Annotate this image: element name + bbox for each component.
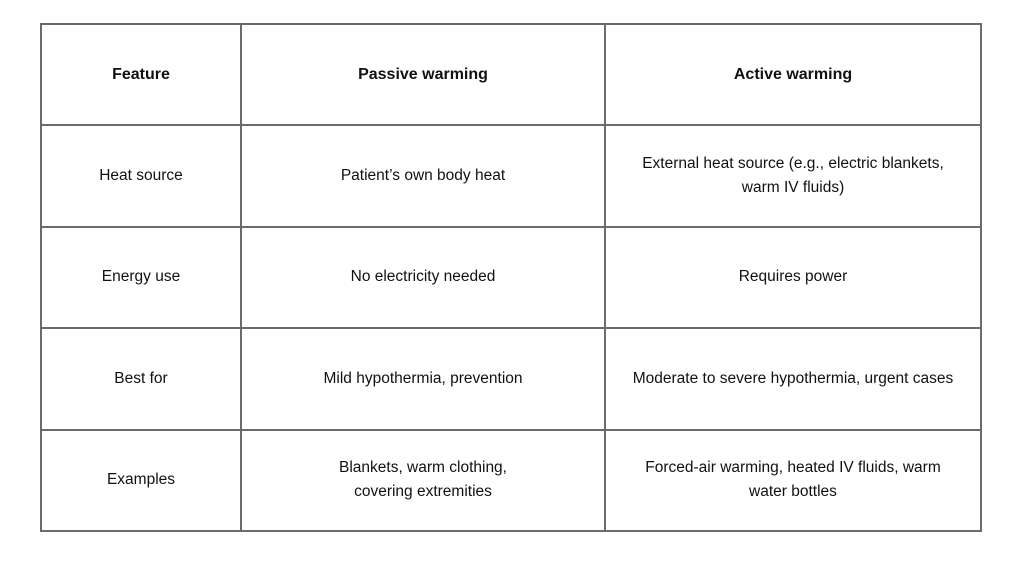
table-row <box>41 227 981 329</box>
passive-heat-source: Patient’s own body heat <box>241 125 605 227</box>
header-feature: Feature <box>41 24 241 125</box>
active-energy-use: Requires power <box>605 227 981 329</box>
header-active-warming: Active warming <box>605 24 981 125</box>
passive-best-for: Mild hypothermia, prevention <box>241 328 605 430</box>
active-examples: Forced-air warming, heated IV fluids, warm water bottles <box>605 430 981 532</box>
passive-energy-use: No electricity needed <box>241 227 605 329</box>
row-label-heat-source: Heat source <box>41 125 241 227</box>
table-row <box>41 430 981 532</box>
row-label-best-for: Best for <box>41 328 241 430</box>
warming-comparison-table <box>40 23 982 532</box>
comparison-table-container <box>40 23 980 532</box>
table-row <box>41 125 981 227</box>
table-row <box>41 328 981 430</box>
active-best-for: Moderate to severe hypothermia, urgent cases <box>605 328 981 430</box>
header-passive-warming: Passive warming <box>241 24 605 125</box>
row-label-examples: Examples <box>41 430 241 532</box>
table-header-row <box>41 24 981 125</box>
active-heat-source: External heat source (e.g., electric blankets, warm IV fluids) <box>605 125 981 227</box>
row-label-energy-use: Energy use <box>41 227 241 329</box>
passive-examples: Blankets, warm clothing, covering extremities <box>241 430 605 532</box>
